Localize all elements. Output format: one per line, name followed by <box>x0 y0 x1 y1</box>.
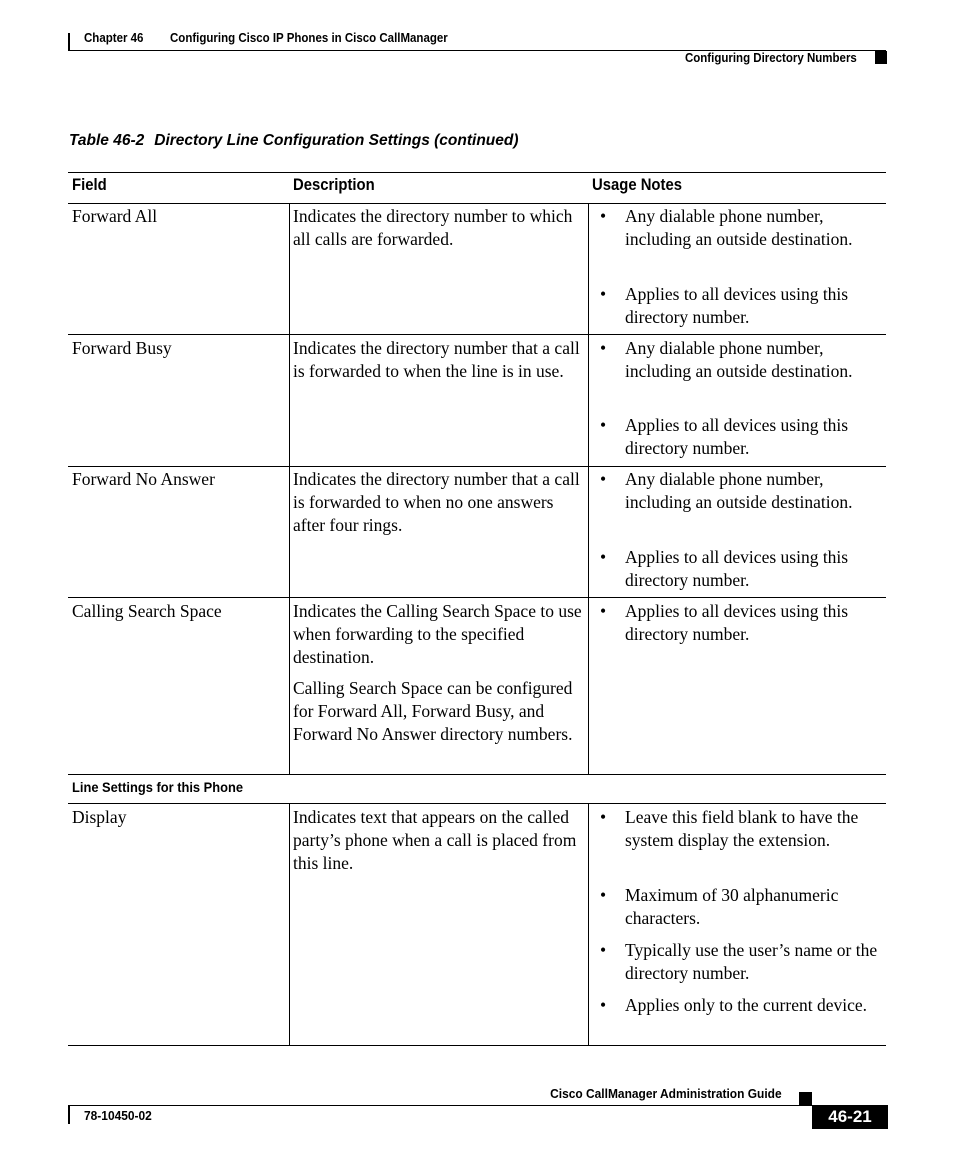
usage-note-text: Any dialable phone number, including an outside destination. <box>625 338 853 381</box>
usage-note-text: Any dialable phone number, including an outside destination. <box>625 469 853 512</box>
table-caption <box>69 132 519 150</box>
bullet: • <box>600 338 607 358</box>
field-name: Calling Search Space <box>72 601 222 621</box>
table-rule <box>68 1045 886 1046</box>
usage-note-text: Applies to all devices using this directory number. <box>625 547 849 590</box>
column-rule <box>289 203 290 774</box>
bullet: • <box>600 284 607 304</box>
field-name: Forward All <box>72 206 158 226</box>
table-rule <box>68 334 886 335</box>
column-rule <box>588 803 589 1045</box>
usage-note-text: Applies to all devices using this directory number. <box>625 284 849 327</box>
column-header-description: Description <box>293 176 375 194</box>
footer-bar <box>68 1105 70 1124</box>
guide-title: Cisco CallManager Administration Guide <box>550 1086 782 1101</box>
bullet: • <box>600 885 607 905</box>
column-rule <box>289 803 290 1045</box>
header-bar <box>68 33 70 50</box>
bullet: • <box>600 547 607 567</box>
table-rule <box>68 803 886 804</box>
bullet: • <box>600 469 607 489</box>
bullet: • <box>600 206 607 226</box>
field-description: Indicates the directory number to which all calls are forwarded. <box>293 206 573 249</box>
field-name: Forward No Answer <box>72 469 215 489</box>
field-description: Indicates the Calling Search Space to use when forwarding to the specified destination. <box>293 601 582 667</box>
bullet: • <box>600 940 607 960</box>
table-rule <box>68 774 886 775</box>
usage-note-text: Any dialable phone number, including an outside destination. <box>625 206 853 249</box>
header-marker <box>875 51 887 64</box>
page-number: 46-21 <box>812 1105 888 1129</box>
usage-note-text: Applies to all devices using this directory number. <box>625 601 849 644</box>
table-number: Table 46-2 <box>69 132 145 149</box>
bullet: • <box>600 415 607 435</box>
usage-note-text: Applies to all devices using this directory number. <box>625 415 849 458</box>
field-description: Indicates the directory number that a call is forwarded to when the line is in use. <box>293 338 580 381</box>
footer-rule <box>68 1105 812 1106</box>
field-name: Forward Busy <box>72 338 172 358</box>
chapter-title: Configuring Cisco IP Phones in Cisco CallManager <box>170 31 448 45</box>
column-header-field: Field <box>72 176 107 194</box>
field-description: Indicates the directory number that a call is forwarded to when no one answers after four rings. <box>293 469 580 535</box>
bullet: • <box>600 995 607 1015</box>
field-description-note: Calling Search Space can be configured for Forward All, Forward Busy, and Forward No Answer directory numbers. <box>293 678 573 744</box>
table-rule <box>68 597 886 598</box>
chapter-label: Chapter 46 <box>84 31 144 45</box>
usage-note-text: Leave this field blank to have the system display the extension. <box>625 807 859 850</box>
column-rule <box>588 203 589 774</box>
column-header-usage-notes: Usage Notes <box>592 176 682 194</box>
document-number: 78-10450-02 <box>84 1108 152 1123</box>
section-heading-line-settings: Line Settings for this Phone <box>72 779 244 795</box>
usage-note-text: Typically use the user’s name or the directory number. <box>625 940 878 983</box>
usage-note-text: Maximum of 30 alphanumeric characters. <box>625 885 839 928</box>
bullet: • <box>600 807 607 827</box>
field-name: Display <box>72 807 127 827</box>
field-description: Indicates text that appears on the called party’s phone when a call is placed from this line. <box>293 807 577 873</box>
table-rule <box>68 172 886 173</box>
footer-marker <box>799 1092 812 1105</box>
table-rule <box>68 466 886 467</box>
usage-note-text: Applies only to the current device. <box>625 995 868 1015</box>
bullet: • <box>600 601 607 621</box>
table-rule <box>68 203 886 204</box>
section-title: Configuring Directory Numbers <box>685 51 857 65</box>
table-title: Directory Line Configuration Settings (continued) <box>154 132 519 149</box>
